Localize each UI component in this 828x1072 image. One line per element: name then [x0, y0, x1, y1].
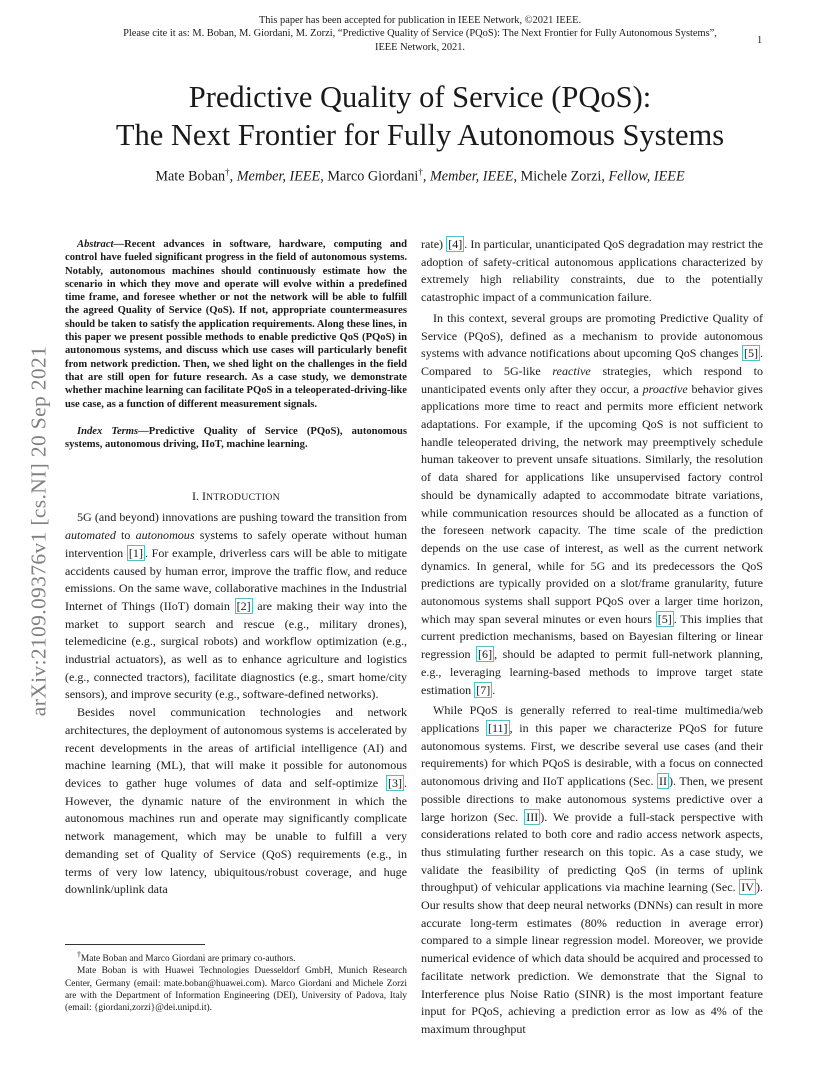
abstract-label: Abstract [77, 239, 114, 250]
abstract-text: —Recent advances in software, hardware, computing and control have fueled significant progress in the field of autonomous systems. Notably, autonomous machines should continuously estimate how the scenario in which they move and operate will evolve within a predefined time frame, and foresee whether or not the network will be able to fulfill the agreed Quality of Service (QoS). If not, appropriate countermeasures should be taken to satisfy the application requirements. Along these lines, in this paper we present possible methods to enable predictive QoS (PQoS) in autonomous systems, and discuss which use cases will particularly benefit from network prediction. Then, we shed light on the challenges in the field that are still open for future research. As a case study, we demonstrate whether machine learning can facilitate PQoS in a teleoperated-driving-like use case, as a function of different measurement signals. [65, 239, 407, 410]
left-column [65, 238, 407, 899]
footnote-divider [65, 944, 205, 945]
notice-line-2: Please cite it as: M. Boban, M. Giordani, M. Zorzi, “Predictive Quality of Service (PQoS): The Next Frontier for Fully Autonomous Systems”, [123, 28, 717, 40]
citation-link[interactable]: [6] [478, 647, 493, 662]
footnote-affiliations: Mate Boban is with Huawei Technologies Duesseldorf GmbH, Munich Research Center, Germany (email: mate.boban@huawei.com). Marco Giordani and Michele Zorzi are with the Department of Information Engineering (DEI), University of Padova, Italy (email: {giordani,zorzi}@dei.unipd.it). [65, 966, 407, 1013]
author-name: Mate Boban [155, 168, 226, 185]
title-line-2: The Next Frontier for Fully Autonomous Systems [115, 118, 725, 152]
intro-paragraph-1: 5G (and beyond) innovations are pushing toward the transition from automated to autonomous systems to safely operate without human intervention [1] . For example, driverless cars will be able to mitigate accidents caused by human error, improve the traffic flow, and reduce emissions. On the same wave, collaborative machines in the Industrial Internet of Things (IIoT) domain [2] are making their way into the market to support search and rescue (e.g., military drones), telemedicine (e.g., surgical robots) and workflow optimization (e.g., industrial actuators), as well as to enhance agriculture and logistics (e.g., connected tractors), facilitate diagnostics (e.g., smart home/city sensors), and improve security (e.g., software-defined networks). [65, 510, 407, 702]
footnote-coauthors: †Mate Boban and Marco Giordani are primary co-authors. [77, 950, 296, 965]
paper-title [60, 78, 780, 154]
right-paragraph-continuation: rate) [4] . In particular, unanticipated QoS degradation may restrict the adoption of safety-critical autonomous applications characterized by extremely high reliability constraints, due to the potentially catastrophic impact of a communication failure. [421, 237, 763, 305]
citation-link[interactable]: [3] [387, 776, 402, 790]
author-name: Michele Zorzi [520, 168, 602, 185]
arxiv-stamp-text: arXiv:2109.09376v1 [cs.NI] 20 Sep 2021 [26, 345, 51, 717]
section-link[interactable]: IV [741, 880, 754, 895]
section-heading-introduction: I. INTRODUCTION [191, 489, 281, 504]
citation-link[interactable]: [11] [487, 720, 508, 735]
citation-link[interactable]: [5] [743, 346, 758, 361]
author-affiliation: Member, IEEE [236, 168, 321, 185]
abstract [65, 238, 407, 411]
author-list: Mate Boban†, Member, IEEE, Marco Giordani†, Member, IEEE, Michele Zorzi, Fellow, IEEE [155, 167, 685, 185]
index-terms-text: —Predictive Quality of Service (PQoS), autonomous systems, autonomous driving, IIoT, machine learning. [65, 425, 407, 451]
citation-link[interactable]: [4] [448, 237, 463, 251]
section-link[interactable]: III [526, 809, 539, 824]
title-line-1: Predictive Quality of Service (PQoS): [188, 80, 652, 114]
citation-link[interactable]: [7] [476, 682, 491, 697]
citation-link[interactable]: [1] [128, 545, 143, 560]
notice-line-3: IEEE Network, 2021. [374, 41, 466, 53]
author-name: Marco Giordani [327, 168, 419, 185]
intro-paragraph-2: Besides novel communication technologies and network architectures, the deployment of autonomous systems is accelerated by recent developments in the areas of artificial intelligence (AI) and machine learning (ML), that will make it possible for autonomous devices to gather huge volumes of data and self-optimize [3] . However, the dynamic nature of the environment in which the autonomous machines run and operate may significantly complicate network management, which may be unable to fulfill a very demanding set of Quality of Service (QoS) requirements (e.g., in terms of very low latency, ubiquitous/robust coverage, and huge downlink/uplink data [65, 705, 407, 897]
notice-line-1: This paper has been accepted for publication in IEEE Network, ©2021 IEEE. [258, 15, 582, 26]
co-author-mark: † [225, 167, 230, 177]
co-author-mark: † [418, 167, 423, 177]
page-number: 1 [757, 35, 763, 46]
index-terms [65, 425, 407, 452]
author-affiliation: Member, IEEE [429, 168, 514, 185]
right-paragraph-pqos-context: In this context, several groups are promoting Predictive Quality of Service (PQoS), defined as a mechanism to provide autonomous systems with advance notifications about upcoming QoS changes [5] . Compared to 5G-like reactive strategies, which respond to unanticipated events only after they occur, a proactive behavior gives applications more time to react and permits more efficient network adaptations. For example, if the upcoming QoS is not sufficient to handle teleoperated driving, the network may preemptively schedule human takeover to prevent unsafe situations. Similarly, the resolution of data shared for applications like unsupervised factory control should be dynamically adapted to accommodate bitrate variations, while communication resources should be allocated as a function of the foreseen network capacity. The time scale of the prediction depends on the use case of interest, as well as the current network dynamics. In general, while for 5G and its predecessors the QoS predictions are typically provided on a slot/frame granularity, future autonomous systems shall support PQoS over a larger time horizon, which may span several minutes or even hours [5] . This implies that current prediction mechanisms, based on Bayesian filtering or linear regression [6] , should be adapted to permit full-network planning, e.g., leveraging learning-based methods to improve target state estimation [7] . [421, 310, 764, 697]
citation-link[interactable]: [2] [236, 598, 251, 613]
section-link[interactable]: II [659, 774, 668, 789]
right-paragraph-contributions: While PQoS is generally referred to real-time multimedia/web applications [11] , in this paper we characterize PQoS for future autonomous systems. First, we describe several use cases (and their requirements) for which PQoS is desirable, with a focus on connected autonomous driving and IIoT applications (Sec. II ). Then, we present possible directions to make autonomous systems predictive over a large horizon (Sec. III ). We provide a full-stack perspective with considerations related to both core and radio access network aspects, thus stimulating further research on this topic. As a case study, we validate the feasibility of predicting QoS (in terms of uplink throughput) of vehicular applications via machine learning (Sec. IV ). Our results show that deep neural networks (DNNs) can result in more accurate long-term estimates (80% reduction in average error) compared to a simple linear regression model. Moreover, we provide numerical evidence of which data should be acquired and processed to facilitate network prediction. We demonstrate that the Signal to Interference plus Noise Ratio (SINR) is the most important feature input for PQoS, achieving a prediction error as low as 4% of the maximum throughput [421, 703, 763, 1036]
author-affiliation: Fellow, IEEE [608, 168, 685, 185]
citation-link[interactable]: [5] [657, 611, 672, 626]
right-column [421, 236, 763, 1039]
publication-notice [60, 14, 780, 54]
footnote [65, 949, 407, 1014]
arxiv-stamp [22, 298, 56, 764]
index-terms-label: Index Terms [77, 425, 139, 437]
